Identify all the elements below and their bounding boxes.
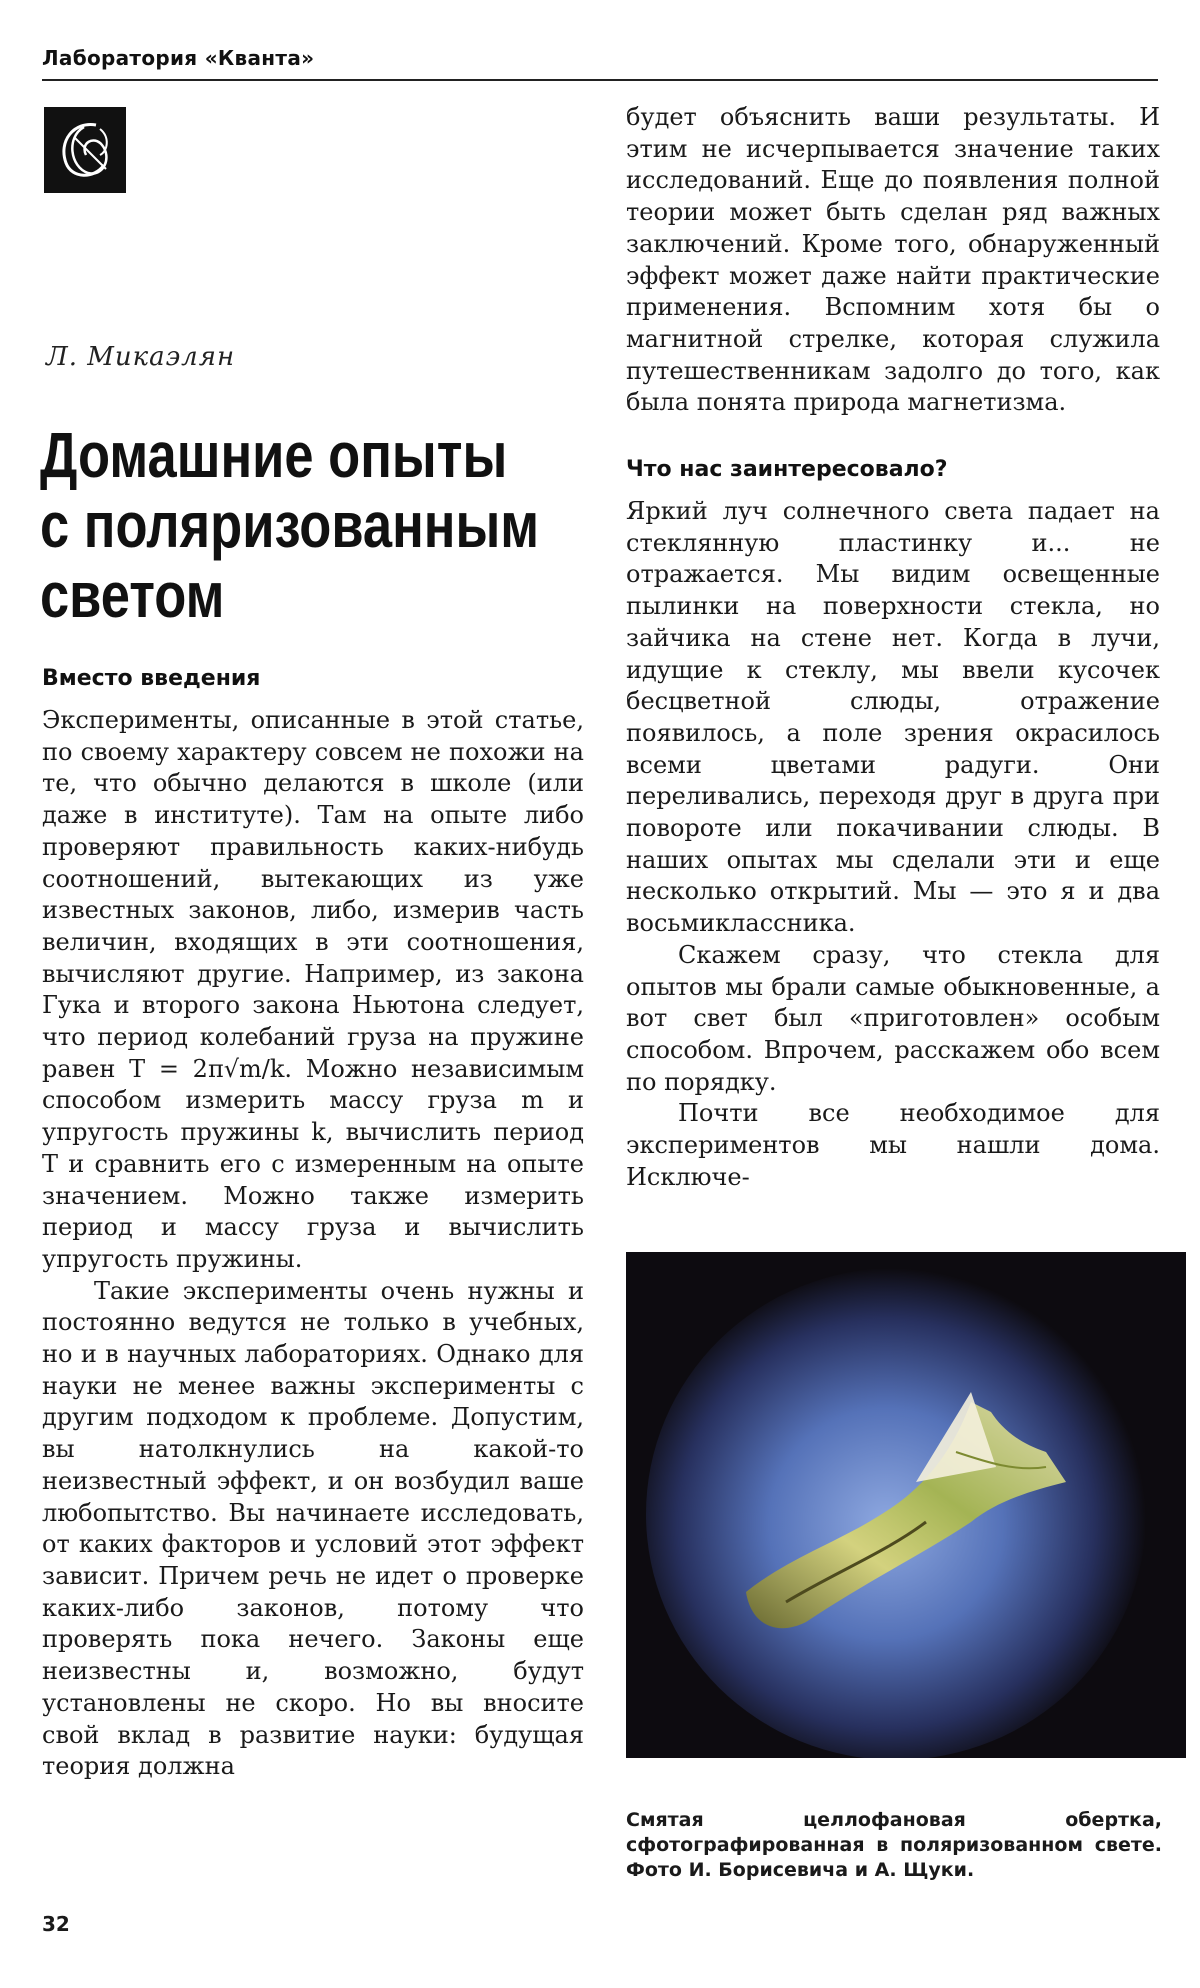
title-line: с поляризованным: [40, 489, 540, 561]
paragraph: Такие эксперименты очень нужны и постоянно ведутся не только в учебных, но и в научных лабораториях. Однако для науки не менее важны эксперименты с другим подходом к проблеме. Допустим, вы натолкнулись на какой-то неизвестный эффект, и он возбудил ваше любопытство. Вы начинаете исследовать, от каких факторов и условий этот эффект зависит. Причем речь не идет о проверке каких-либо законов, потому что проверять пока нечего. Законы еще неизвестны и, возможно, будут установлены не скоро. Но вы вносите свой вклад в развитие науки: будущая теория должна: [42, 1276, 584, 1781]
page-number: 32: [42, 1912, 70, 1936]
paragraph: Скажем сразу, что стекла для опытов мы брали самые обыкновенные, а вот свет был «приготовлен» особым способом. Впрочем, расскажем обо всем по порядку.: [626, 940, 1160, 1096]
photo-caption: Смятая целлофановая обертка, сфотографированная в поляризованном свете. Фото И. Борисевича и А. Щуки.: [626, 1809, 1162, 1881]
section-header: Лаборатория «Кванта»: [42, 46, 315, 70]
header-rule: [42, 79, 1158, 81]
paragraph: Почти все необходимое для экспериментов мы нашли дома. Исключе-: [626, 1099, 1160, 1191]
right-column: [626, 102, 1160, 1194]
kvant-logo-icon: [44, 107, 126, 193]
paragraph: Яркий луч солнечного света падает на стеклянную пластинку и... не отражается. Мы видим освещенные пылинки на поверхности стекла, но зайчика на стене нет. Когда в лучи, идущие к стеклу, мы ввели кусочек бесцветной слюды, отражение появилось, а поле зрения окрасилось всеми цветами радуги. Они переливались, переходя друг в друга при повороте или покачивании слюды. В наших опытах мы сделали эти и еще несколько открытий. Мы — это я и два восьмиклассника.: [626, 497, 1160, 938]
section-heading: Что нас заинтересовало?: [626, 457, 948, 483]
title-line: светом: [40, 559, 225, 631]
title-line: Домашние опыты: [40, 419, 508, 491]
paragraph: будет объяснить ваши результаты. И этим не исчерпывается значение таких исследований. Еще до появления полной теории может быть сделан ряд важных заключений. Кроме того, обнаруженный эффект может даже найти практические применения. Вспомним хотя бы о магнитной стрелке, которая служила путешественникам задолго до того, как была понята природа магнетизма.: [626, 103, 1160, 417]
polarized-cellophane-photo: [626, 1252, 1186, 1758]
left-column: [42, 666, 584, 1783]
article-title: [40, 419, 540, 631]
paragraph: Эксперименты, описанные в этой статье, по своему характеру совсем не похожи на те, что обычно делаются в школе (или даже в институте). Там на опыте либо проверяют правильность каких-нибудь соотношений, вытекающих из уже известных законов, либо, измерив часть величин, входящих в эти соотношения, вычисляют другие. Например, из закона Гука и второго закона Ньютона следует, что период колебаний груза на пружине равен T = 2π√m/k. Можно независимым способом измерить массу груза m и упругость пружины k, вычислить период T и сравнить его с измеренным на опыте значением. Можно также измерить период и массу груза и вычислить упругость пружины.: [42, 706, 584, 1273]
article-author: Л. Микаэлян: [46, 342, 236, 372]
section-heading: Вместо введения: [42, 666, 261, 691]
